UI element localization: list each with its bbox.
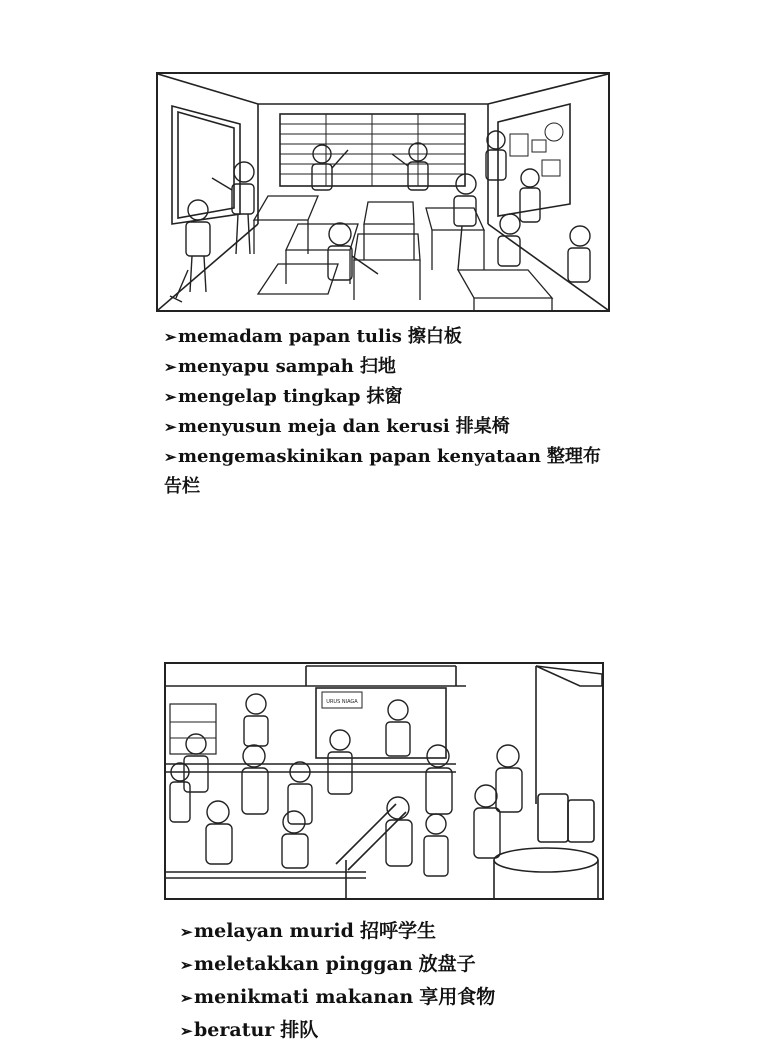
chinese-phrase: 排桌椅	[455, 416, 510, 437]
list-item	[164, 442, 614, 501]
list-item	[180, 981, 620, 1014]
canteen-vocabulary-list	[180, 915, 620, 1047]
chinese-phrase: 放盘子	[418, 953, 476, 975]
arrow-bullet-icon: ➢	[180, 956, 193, 974]
chinese-phrase: 排队	[280, 1019, 319, 1041]
classroom-cleaning-illustration	[156, 72, 610, 312]
malay-phrase: meletakkan pinggan	[194, 953, 413, 975]
chinese-phrase: 招呼学生	[359, 920, 436, 942]
list-item	[180, 1014, 620, 1047]
arrow-bullet-icon: ➢	[164, 358, 177, 376]
malay-phrase: melayan murid	[194, 920, 354, 942]
malay-phrase: beratur	[194, 1019, 275, 1041]
malay-phrase: menyusun meja dan kerusi	[178, 416, 450, 437]
arrow-bullet-icon: ➢	[164, 448, 177, 466]
list-item	[164, 322, 614, 352]
chinese-phrase: 抹窗	[366, 386, 403, 407]
chinese-phrase: 享用食物	[419, 986, 496, 1008]
arrow-bullet-icon: ➢	[180, 989, 193, 1007]
list-item	[164, 382, 614, 412]
malay-phrase: memadam papan tulis	[178, 326, 402, 347]
classroom-vocabulary-list	[164, 322, 614, 501]
malay-phrase: menyapu sampah	[178, 356, 354, 377]
malay-phrase: menikmati makanan	[194, 986, 414, 1008]
list-item	[164, 412, 614, 442]
school-canteen-illustration	[164, 662, 604, 900]
canteen-sign: URUS NIAGA	[326, 699, 358, 705]
arrow-bullet-icon: ➢	[164, 418, 177, 436]
list-item	[180, 915, 620, 948]
arrow-bullet-icon: ➢	[180, 923, 193, 941]
malay-phrase: mengemaskinikan papan kenyataan	[178, 446, 541, 467]
chinese-phrase: 整理布告栏	[164, 446, 601, 497]
arrow-bullet-icon: ➢	[180, 1022, 193, 1040]
chinese-phrase: 擦白板	[407, 326, 462, 347]
list-item	[180, 948, 620, 981]
malay-phrase: mengelap tingkap	[178, 386, 361, 407]
arrow-bullet-icon: ➢	[164, 388, 177, 406]
arrow-bullet-icon: ➢	[164, 328, 177, 346]
list-item	[164, 352, 614, 382]
chinese-phrase: 扫地	[359, 356, 396, 377]
